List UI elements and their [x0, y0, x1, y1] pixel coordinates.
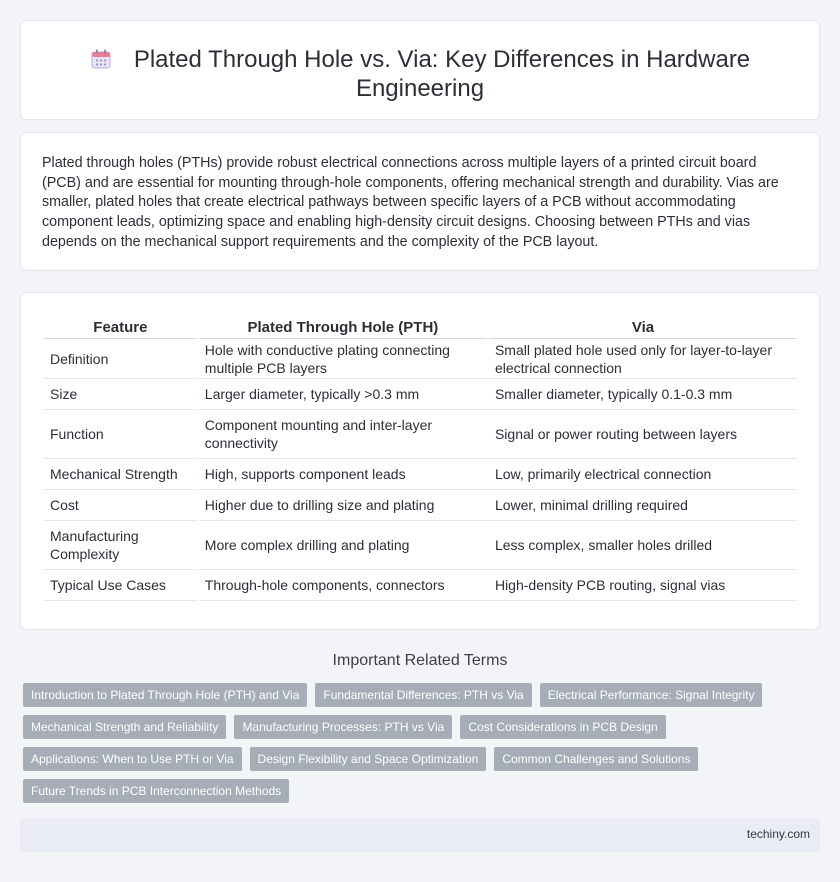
related-term-tag[interactable]: Introduction to Plated Through Hole (PTH) and Via: [23, 683, 307, 707]
header-via: Via: [489, 317, 797, 339]
header-feature: Feature: [44, 317, 197, 339]
row-pth: Higher due to drilling size and plating: [199, 490, 487, 521]
related-term-tag[interactable]: Mechanical Strength and Reliability: [23, 715, 226, 739]
related-term-tag[interactable]: Applications: When to Use PTH or Via: [23, 747, 242, 771]
comparison-card: [20, 292, 820, 630]
table-row: [44, 459, 797, 490]
footer: [20, 818, 820, 852]
table-row: [44, 379, 797, 410]
row-pth: Through-hole components, connectors: [199, 570, 487, 601]
row-feature: Cost: [44, 490, 197, 521]
footer-site-link[interactable]: techiny.com: [746, 827, 810, 841]
row-via: Less complex, smaller holes drilled: [489, 521, 797, 570]
header-pth: Plated Through Hole (PTH): [199, 317, 487, 339]
related-term-tag[interactable]: Fundamental Differences: PTH vs Via: [315, 683, 531, 707]
table-row: [44, 570, 797, 601]
related-term-tag[interactable]: Manufacturing Processes: PTH vs Via: [234, 715, 452, 739]
table-header-row: [44, 317, 797, 339]
related-terms-list: [23, 683, 783, 803]
row-feature: Size: [44, 379, 197, 410]
page-title: Plated Through Hole vs. Via: Key Differences in Hardware Engineering: [133, 46, 751, 102]
intro-card: [20, 132, 820, 271]
calendar-icon: [90, 48, 112, 70]
related-term-tag[interactable]: Design Flexibility and Space Optimization: [250, 747, 487, 771]
row-feature: Function: [44, 410, 197, 459]
row-pth: More complex drilling and plating: [199, 521, 487, 570]
comparison-table: [42, 317, 799, 601]
table-row: [44, 339, 797, 379]
row-pth: Hole with conductive plating connecting multiple PCB layers: [199, 339, 487, 379]
row-feature: Mechanical Strength: [44, 459, 197, 490]
row-via: Smaller diameter, typically 0.1-0.3 mm: [489, 379, 797, 410]
table-row: [44, 521, 797, 570]
row-via: Low, primarily electrical connection: [489, 459, 797, 490]
row-pth: Component mounting and inter-layer connectivity: [199, 410, 487, 459]
related-term-tag[interactable]: Cost Considerations in PCB Design: [460, 715, 665, 739]
table-row: [44, 490, 797, 521]
related-term-tag[interactable]: Electrical Performance: Signal Integrity: [540, 683, 763, 707]
row-pth: High, supports component leads: [199, 459, 487, 490]
row-pth: Larger diameter, typically >0.3 mm: [199, 379, 487, 410]
title-wrap: [21, 45, 819, 103]
related-term-tag[interactable]: Common Challenges and Solutions: [494, 747, 698, 771]
row-via: Small plated hole used only for layer-to-layer electrical connection: [489, 339, 797, 379]
title-card: [20, 20, 820, 120]
row-via: Signal or power routing between layers: [489, 410, 797, 459]
table-row: [44, 410, 797, 459]
row-feature: Typical Use Cases: [44, 570, 197, 601]
row-feature: Definition: [44, 339, 197, 379]
row-via: Lower, minimal drilling required: [489, 490, 797, 521]
related-terms-title: Important Related Terms: [332, 652, 508, 669]
row-via: High-density PCB routing, signal vias: [489, 570, 797, 601]
related-term-tag[interactable]: Future Trends in PCB Interconnection Methods: [23, 779, 289, 803]
row-feature: Manufacturing Complexity: [44, 521, 197, 570]
intro-paragraph: Plated through holes (PTHs) provide robust electrical connections across multiple layers of a printed circuit board (PCB) and are essential for mounting through-hole components, offering mechanical strength and durability. Vias are smaller, plated holes that create electrical pathways between specific layers of a PCB without accommodating component leads, optimizing space and enabling high-density circuit designs. Choosing between PTHs and vias depends on the mechanical support requirements and the complexity of the PCB layout.: [42, 155, 779, 250]
